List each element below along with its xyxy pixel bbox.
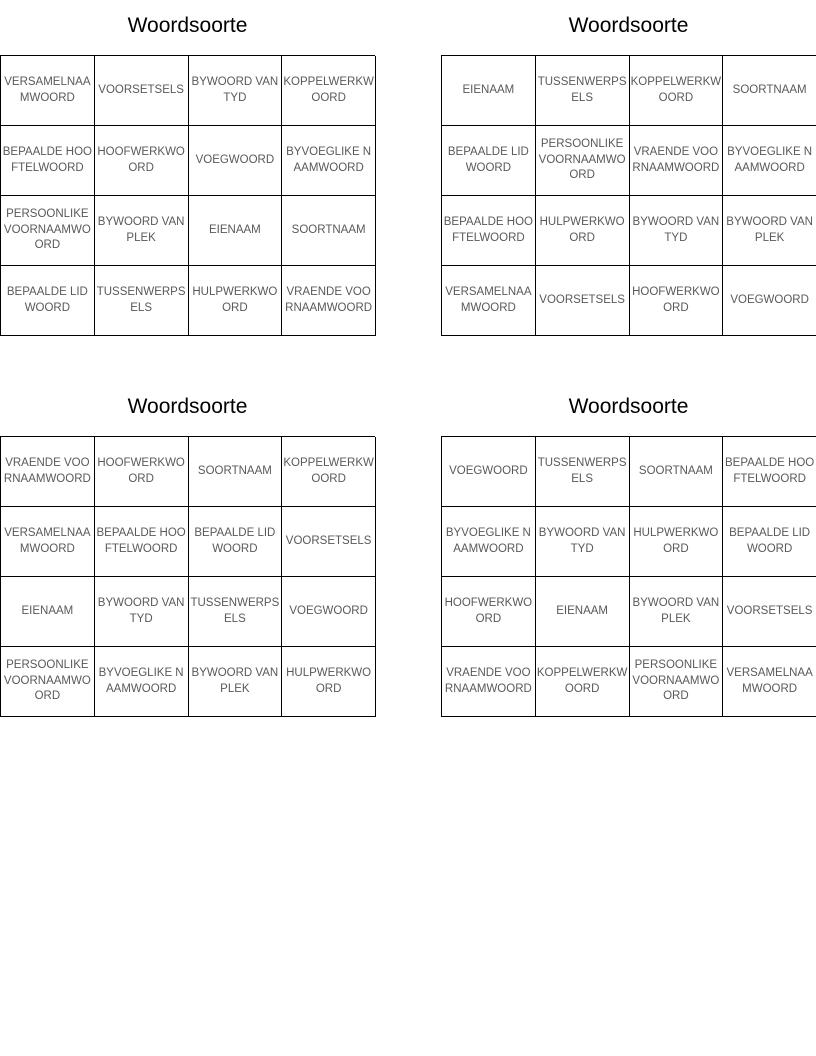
bingo-cell: BYWOORD VAN TYD bbox=[536, 507, 630, 577]
bingo-cell: VRAENDE VOORNAAMWOORD bbox=[630, 126, 724, 196]
card-title: Woordsoorte bbox=[568, 14, 689, 37]
bingo-cell: BYWOORD VAN TYD bbox=[189, 56, 283, 126]
bingo-cell: BEPAALDE HOOFTELWOORD bbox=[95, 507, 189, 577]
bingo-cell: HULPWERKWOORD bbox=[630, 507, 724, 577]
bingo-cell: EIENAAM bbox=[1, 577, 95, 647]
bingo-cell: KOPPELWERKWOORD bbox=[630, 56, 724, 126]
card-title: Woordsoorte bbox=[127, 14, 248, 37]
bingo-grid bbox=[0, 436, 375, 717]
bingo-cell: VOEGWOORD bbox=[442, 437, 536, 507]
bingo-cell: BEPAALDE HOOFTELWOORD bbox=[723, 437, 816, 507]
bingo-cell: SOORTNAAM bbox=[282, 196, 376, 266]
bingo-card-3 bbox=[0, 381, 375, 717]
bingo-grid bbox=[0, 55, 375, 336]
bingo-card-2 bbox=[441, 0, 816, 336]
bingo-cell: BYWOORD VAN PLEK bbox=[723, 196, 816, 266]
bingo-cell: VOEGWOORD bbox=[189, 126, 283, 196]
bingo-cell: VRAENDE VOORNAAMWOORD bbox=[282, 266, 376, 336]
bingo-cell: TUSSENWERPSELS bbox=[95, 266, 189, 336]
bingo-cell: PERSOONLIKE VOORNAAMWOORD bbox=[1, 647, 95, 717]
bingo-card-1 bbox=[0, 0, 375, 336]
bingo-cell: BEPAALDE HOOFTELWOORD bbox=[442, 196, 536, 266]
bingo-cell: VOORSETSELS bbox=[95, 56, 189, 126]
bingo-cell: SOORTNAAM bbox=[630, 437, 724, 507]
bingo-cell: TUSSENWERPSELS bbox=[536, 56, 630, 126]
bingo-cell: VERSAMELNAAMWOORD bbox=[723, 647, 816, 717]
bingo-cell: TUSSENWERPSELS bbox=[536, 437, 630, 507]
bingo-cell: HOOFWERKWOORD bbox=[630, 266, 724, 336]
bingo-cell: HULPWERKWOORD bbox=[536, 196, 630, 266]
bingo-cell: TUSSENWERPSELS bbox=[189, 577, 283, 647]
bingo-cell: BYVOEGLIKE NAAMWOORD bbox=[282, 126, 376, 196]
bingo-cell: BEPAALDE LIDWOORD bbox=[442, 126, 536, 196]
bingo-cell: BYVOEGLIKE NAAMWOORD bbox=[95, 647, 189, 717]
bingo-cell: BEPAALDE LIDWOORD bbox=[189, 507, 283, 577]
bingo-card-4 bbox=[441, 381, 816, 717]
bingo-cell: EIENAAM bbox=[189, 196, 283, 266]
bingo-cell: HOOFWERKWOORD bbox=[95, 437, 189, 507]
bingo-cell: KOPPELWERKWOORD bbox=[536, 647, 630, 717]
bingo-cell: VOORSETSELS bbox=[536, 266, 630, 336]
bingo-cell: VOEGWOORD bbox=[723, 266, 816, 336]
bingo-cell: BYWOORD VAN TYD bbox=[630, 196, 724, 266]
bingo-cell: KOPPELWERKWOORD bbox=[282, 56, 376, 126]
bingo-cell: VOORSETSELS bbox=[723, 577, 816, 647]
bingo-cell: VOORSETSELS bbox=[282, 507, 376, 577]
bingo-cell: PERSOONLIKE VOORNAAMWOORD bbox=[536, 126, 630, 196]
bingo-cell: BYVOEGLIKE NAAMWOORD bbox=[723, 126, 816, 196]
bingo-cell: BEPAALDE LIDWOORD bbox=[723, 507, 816, 577]
bingo-cell: BYWOORD VAN TYD bbox=[95, 577, 189, 647]
bingo-cell: VERSAMELNAAMWOORD bbox=[1, 56, 95, 126]
bingo-cell: HOOFWERKWOORD bbox=[442, 577, 536, 647]
bingo-cell: BYWOORD VAN PLEK bbox=[630, 577, 724, 647]
bingo-cell: SOORTNAAM bbox=[189, 437, 283, 507]
bingo-cell: VRAENDE VOORNAAMWOORD bbox=[1, 437, 95, 507]
bingo-cell: HOOFWERKWOORD bbox=[95, 126, 189, 196]
bingo-grid bbox=[441, 55, 816, 336]
bingo-cell: VRAENDE VOORNAAMWOORD bbox=[442, 647, 536, 717]
card-title: Woordsoorte bbox=[568, 395, 689, 418]
bingo-cell: EIENAAM bbox=[442, 56, 536, 126]
bingo-cell: VERSAMELNAAMWOORD bbox=[442, 266, 536, 336]
bingo-cell: BEPAALDE HOOFTELWOORD bbox=[1, 126, 95, 196]
card-title: Woordsoorte bbox=[127, 395, 248, 418]
bingo-cell: PERSOONLIKE VOORNAAMWOORD bbox=[630, 647, 724, 717]
bingo-cell: VERSAMELNAAMWOORD bbox=[1, 507, 95, 577]
bingo-cell: SOORTNAAM bbox=[723, 56, 816, 126]
bingo-cell: EIENAAM bbox=[536, 577, 630, 647]
bingo-cell: KOPPELWERKWOORD bbox=[282, 437, 376, 507]
bingo-grid bbox=[441, 436, 816, 717]
bingo-cell: BYVOEGLIKE NAAMWOORD bbox=[442, 507, 536, 577]
bingo-cell: HULPWERKWOORD bbox=[189, 266, 283, 336]
bingo-cell: VOEGWOORD bbox=[282, 577, 376, 647]
bingo-cell: HULPWERKWOORD bbox=[282, 647, 376, 717]
bingo-cell: BYWOORD VAN PLEK bbox=[95, 196, 189, 266]
bingo-cell: BYWOORD VAN PLEK bbox=[189, 647, 283, 717]
bingo-cell: BEPAALDE LIDWOORD bbox=[1, 266, 95, 336]
bingo-cell: PERSOONLIKE VOORNAAMWOORD bbox=[1, 196, 95, 266]
